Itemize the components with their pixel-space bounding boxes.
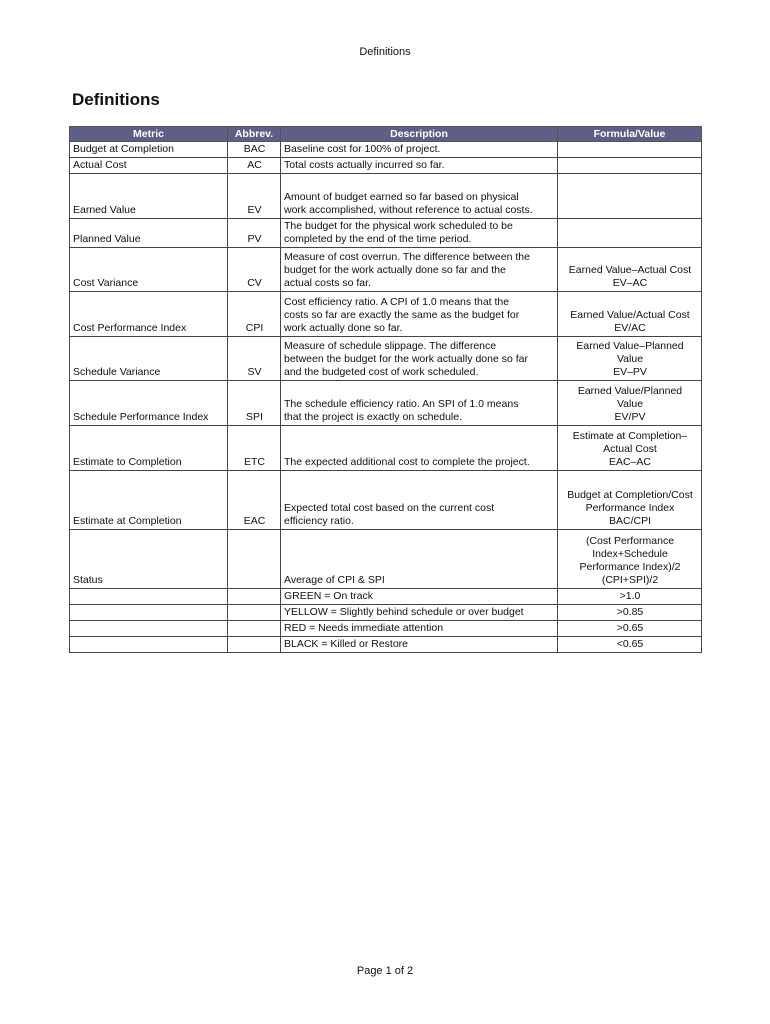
metric-cell: Status xyxy=(70,530,228,589)
abbrev-cell: BAC xyxy=(228,142,281,158)
table-row xyxy=(70,471,702,530)
table-row xyxy=(70,248,702,292)
header-description: Description xyxy=(281,127,558,142)
abbrev-cell: ETC xyxy=(228,426,281,471)
description-cell: Average of CPI & SPI xyxy=(281,530,558,589)
description-cell: Amount of budget earned so far based on physical work accomplished, without reference to actual costs. xyxy=(281,174,558,219)
description-cell: BLACK = Killed or Restore xyxy=(281,637,558,653)
table-row xyxy=(70,637,702,653)
table-row xyxy=(70,158,702,174)
formula-cell: Budget at Completion/Cost Performance Index BAC/CPI xyxy=(558,471,702,530)
formula-cell: Earned Value–Actual Cost EV–AC xyxy=(558,248,702,292)
table-row xyxy=(70,605,702,621)
abbrev-cell: SV xyxy=(228,337,281,381)
metric-cell xyxy=(70,589,228,605)
abbrev-cell: EAC xyxy=(228,471,281,530)
description-cell: The schedule efficiency ratio. An SPI of 1.0 means that the project is exactly on schedule. xyxy=(281,381,558,426)
formula-cell: >0.85 xyxy=(558,605,702,621)
metric-cell: Estimate to Completion xyxy=(70,426,228,471)
abbrev-cell xyxy=(228,637,281,653)
description-cell: Measure of schedule slippage. The difference between the budget for the work actually done so far and the budgeted cost of work scheduled. xyxy=(281,337,558,381)
abbrev-cell: SPI xyxy=(228,381,281,426)
definitions-table xyxy=(69,126,702,653)
description-cell: Baseline cost for 100% of project. xyxy=(281,142,558,158)
metric-cell xyxy=(70,621,228,637)
table-row xyxy=(70,589,702,605)
metric-cell: Schedule Variance xyxy=(70,337,228,381)
abbrev-cell: AC xyxy=(228,158,281,174)
page-header: Definitions xyxy=(359,46,411,58)
abbrev-cell xyxy=(228,621,281,637)
table-row xyxy=(70,426,702,471)
abbrev-cell: PV xyxy=(228,219,281,248)
abbrev-cell xyxy=(228,589,281,605)
metric-cell: Cost Variance xyxy=(70,248,228,292)
formula-cell: (Cost Performance Index+Schedule Performance Index)/2 (CPI+SPI)/2 xyxy=(558,530,702,589)
table-row xyxy=(70,292,702,337)
description-cell: RED = Needs immediate attention xyxy=(281,621,558,637)
metric-cell: Actual Cost xyxy=(70,158,228,174)
description-cell: Expected total cost based on the current cost efficiency ratio. xyxy=(281,471,558,530)
formula-cell: >1.0 xyxy=(558,589,702,605)
abbrev-cell xyxy=(228,605,281,621)
description-cell: Measure of cost overrun. The difference between the budget for the work actually done so far and the actual costs so far. xyxy=(281,248,558,292)
table-row xyxy=(70,381,702,426)
abbrev-cell: CPI xyxy=(228,292,281,337)
formula-cell: <0.65 xyxy=(558,637,702,653)
header-metric: Metric xyxy=(70,127,228,142)
description-cell: Cost efficiency ratio. A CPI of 1.0 means that the costs so far are exactly the same as the budget for work actually done so far. xyxy=(281,292,558,337)
abbrev-cell xyxy=(228,530,281,589)
metric-cell: Schedule Performance Index xyxy=(70,381,228,426)
formula-cell xyxy=(558,142,702,158)
abbrev-cell: EV xyxy=(228,174,281,219)
header-formula: Formula/Value xyxy=(558,127,702,142)
description-cell: YELLOW = Slightly behind schedule or over budget xyxy=(281,605,558,621)
table-row xyxy=(70,174,702,219)
table-row xyxy=(70,142,702,158)
header-abbrev: Abbrev. xyxy=(228,127,281,142)
formula-cell: Estimate at Completion– Actual Cost EAC–AC xyxy=(558,426,702,471)
table-row xyxy=(70,530,702,589)
formula-cell xyxy=(558,158,702,174)
table-row xyxy=(70,621,702,637)
description-cell: The budget for the physical work scheduled to be completed by the end of the time period. xyxy=(281,219,558,248)
formula-cell xyxy=(558,219,702,248)
metric-cell: Earned Value xyxy=(70,174,228,219)
page-footer: Page 1 of 2 xyxy=(356,965,414,977)
page-title: Definitions xyxy=(72,90,160,109)
table-row xyxy=(70,337,702,381)
metric-cell: Cost Performance Index xyxy=(70,292,228,337)
formula-cell xyxy=(558,174,702,219)
description-cell: Total costs actually incurred so far. xyxy=(281,158,558,174)
formula-cell: Earned Value–Planned Value EV–PV xyxy=(558,337,702,381)
metric-cell: Estimate at Completion xyxy=(70,471,228,530)
table-row xyxy=(70,219,702,248)
header-row xyxy=(70,127,702,142)
formula-cell: >0.65 xyxy=(558,621,702,637)
metric-cell: Budget at Completion xyxy=(70,142,228,158)
description-cell: The expected additional cost to complete the project. xyxy=(281,426,558,471)
formula-cell: Earned Value/Planned Value EV/PV xyxy=(558,381,702,426)
metric-cell xyxy=(70,605,228,621)
description-cell: GREEN = On track xyxy=(281,589,558,605)
formula-cell: Earned Value/Actual Cost EV/AC xyxy=(558,292,702,337)
abbrev-cell: CV xyxy=(228,248,281,292)
metric-cell xyxy=(70,637,228,653)
metric-cell: Planned Value xyxy=(70,219,228,248)
